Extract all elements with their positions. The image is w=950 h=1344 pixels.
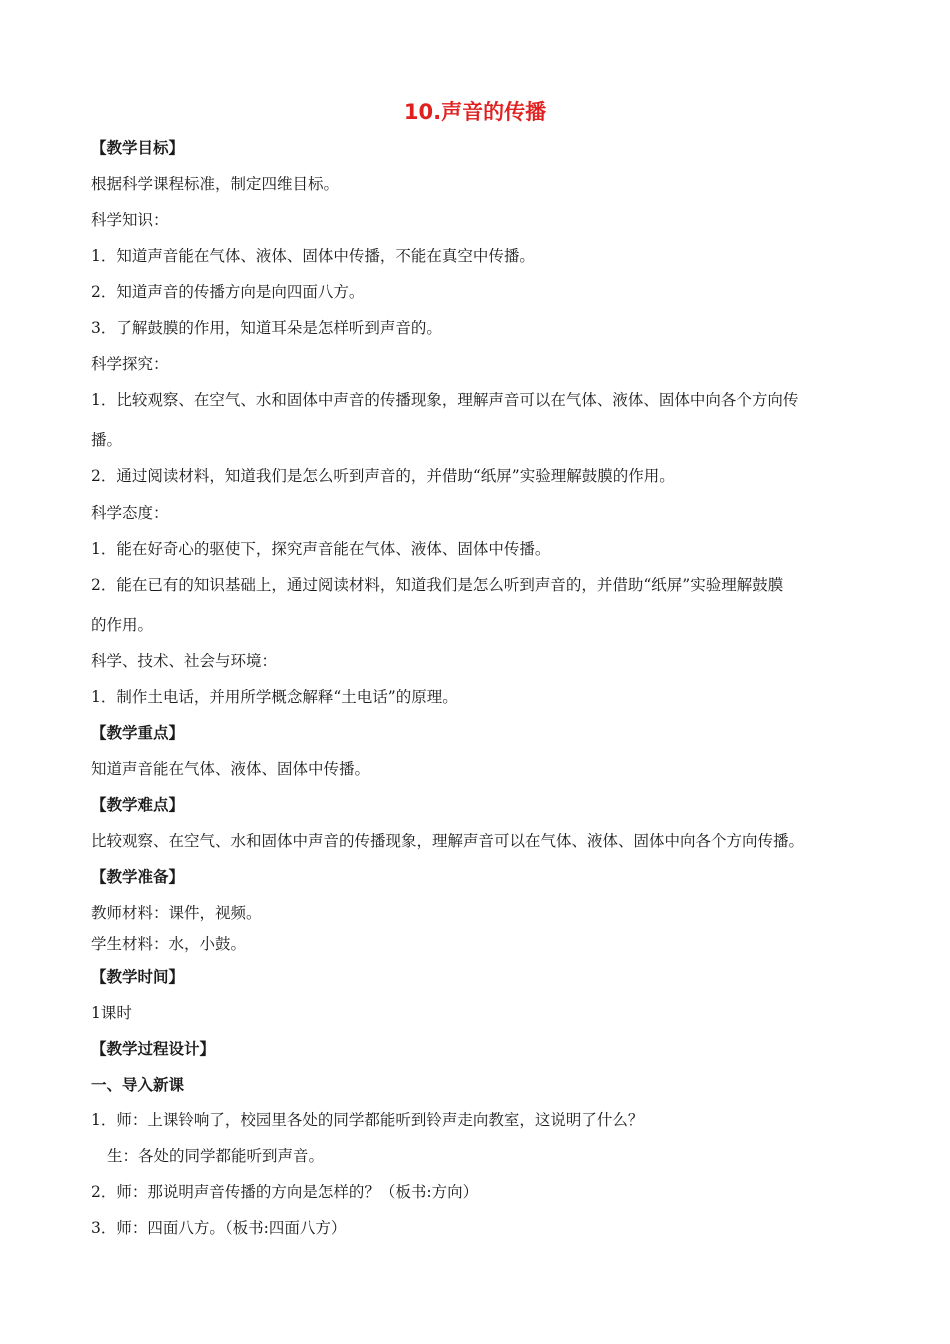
list-item-continuation: 播。 <box>91 431 123 449</box>
list-item: 2．能在已有的知识基础上，通过阅读材料，知道我们是怎么听到声音的，并借助“纸屏”实验理解鼓膜 <box>91 576 784 594</box>
list-item: 3．了解鼓膜的作用，知道耳朵是怎样听到声音的。 <box>91 319 442 337</box>
document-title: 10.声音的传播 <box>403 100 547 124</box>
section-heading-key-points: 【教学重点】 <box>91 724 185 742</box>
section-heading-difficulties: 【教学难点】 <box>91 796 185 814</box>
list-item: 1．比较观察、在空气、水和固体中声音的传播现象，理解声音可以在气体、液体、固体中向各个方向传 <box>91 391 799 409</box>
subheading-attitude: 科学态度： <box>91 504 169 522</box>
paragraph: 学生材料：水，小鼓。 <box>91 935 247 953</box>
paragraph: 知道声音能在气体、液体、固体中传播。 <box>91 760 371 778</box>
list-item: 1．知道声音能在气体、液体、固体中传播，不能在真空中传播。 <box>91 247 535 265</box>
section-heading-objectives: 【教学目标】 <box>91 139 185 157</box>
student-response: 生：各处的同学都能听到声音。 <box>107 1147 325 1165</box>
paragraph: 根据科学课程标准，制定四维目标。 <box>91 175 340 193</box>
section-heading-time: 【教学时间】 <box>91 968 185 986</box>
list-item: 1．制作土电话，并用所学概念解释“土电话”的原理。 <box>91 688 458 706</box>
list-item-continuation: 的作用。 <box>91 616 154 634</box>
paragraph: 教师材料：课件，视频。 <box>91 904 262 922</box>
list-item: 2．知道声音的传播方向是向四面八方。 <box>91 283 365 301</box>
list-item: 2．通过阅读材料，知道我们是怎么听到声音的，并借助“纸屏”实验理解鼓膜的作用。 <box>91 467 675 485</box>
subheading-knowledge: 科学知识： <box>91 211 169 229</box>
section-heading-preparation: 【教学准备】 <box>91 868 185 886</box>
list-item: 1．能在好奇心的驱使下，探究声音能在气体、液体、固体中传播。 <box>91 540 551 558</box>
list-item: 3．师：四面八方。（板书:四面八方） <box>91 1219 347 1237</box>
subheading-stse: 科学、技术、社会与环境： <box>91 652 278 670</box>
section-heading-process: 【教学过程设计】 <box>91 1040 216 1058</box>
subheading-inquiry: 科学探究： <box>91 355 169 373</box>
list-item: 1．师：上课铃响了，校园里各处的同学都能听到铃声走向教室，这说明了什么？ <box>91 1111 644 1129</box>
paragraph: 1课时 <box>91 1004 132 1022</box>
subsection-heading-intro: 一、导入新课 <box>91 1076 185 1094</box>
list-item: 2．师：那说明声音传播的方向是怎样的？（板书:方向） <box>91 1183 479 1201</box>
paragraph: 比较观察、在空气、水和固体中声音的传播现象，理解声音可以在气体、液体、固体中向各个方向传播。 <box>91 832 805 850</box>
